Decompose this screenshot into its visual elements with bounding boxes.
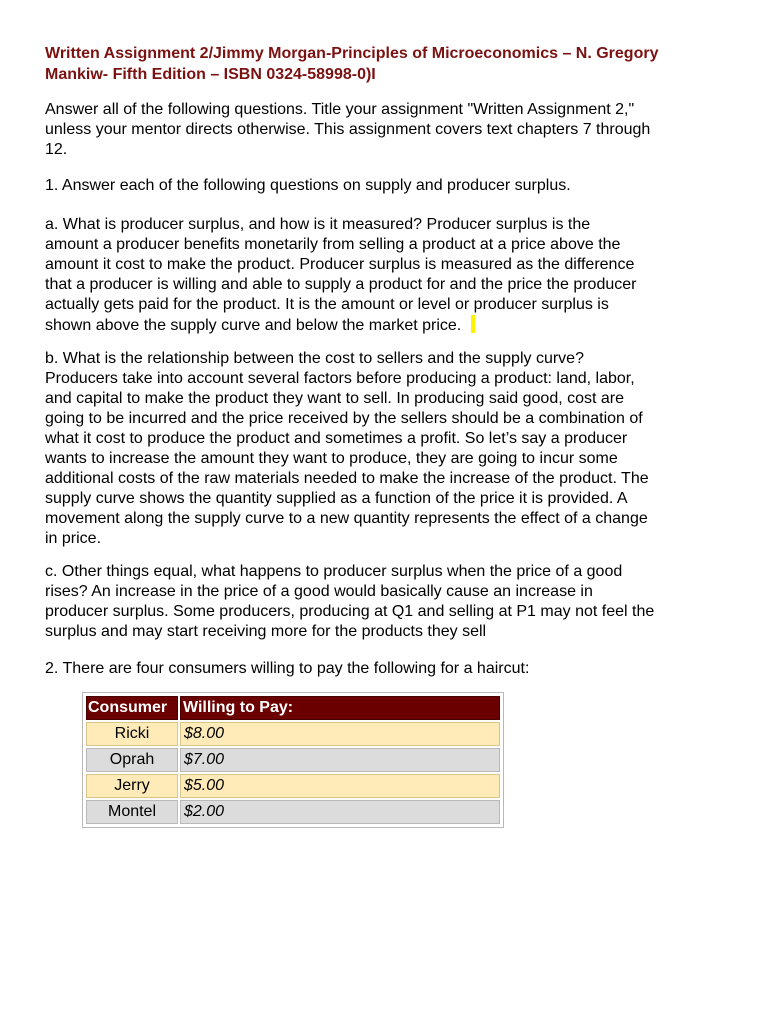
header-willing-to-pay: Willing to Pay: [180, 696, 500, 720]
table-row [86, 774, 500, 798]
answer-part-b: b. What is the relationship between the cost to sellers and the supply curve? Producers take into account several factors before producing a product: land, labor, and capital to make the product they want to sell. In producing said good, cost are going to be incurred and the price received by the sellers should be a combination of what it cost to produce the product and sometimes a profit. So let’s say a producer wants to increase the amount they want to produce, they are going to incur some additional costs of the raw materials needed to make the increase of the product. The supply curve shows the quantity supplied as a function of the price it is provided. A movement along the supply curve to a new quantity represents the effect of a change in price. [45, 350, 649, 547]
table-row [86, 722, 500, 746]
answer-part-c: c. Other things equal, what happens to producer surplus when the price of a good rises? An increase in the price of a good would basically cause an increase in producer surplus. Some producers, producing at Q1 and selling at P1 may not feel the surplus and may start receiving more for the products they sell [45, 563, 655, 640]
consumer-name: Montel [86, 800, 178, 824]
willing-to-pay-value: $8.00 [180, 722, 500, 746]
answer-part-a [45, 215, 735, 336]
consumer-name: Jerry [86, 774, 178, 798]
willingness-to-pay-table [82, 692, 504, 828]
table-row [86, 748, 500, 772]
header-consumer: Consumer [86, 696, 178, 720]
table-grid [84, 694, 502, 826]
intro-paragraph: Answer all of the following questions. Title your assignment "Written Assignment 2," unless your mentor directs otherwise. This assignment covers text chapters 7 through 12. [45, 101, 651, 158]
answer-part-a-text: a. What is producer surplus, and how is it measured? Producer surplus is the amount a producer benefits monetarily from selling a product at a price above the amount it cost to make the product. Producer surplus is measured as the difference that a producer is willing and able to supply a product for and the price the producer actually gets paid for the product. It is the amount or level or producer surplus is shown above the supply curve and below the market price. [45, 216, 637, 334]
willing-to-pay-value: $2.00 [180, 800, 500, 824]
consumer-name: Oprah [86, 748, 178, 772]
document-page [45, 43, 735, 828]
consumer-name: Ricki [86, 722, 178, 746]
question-1: 1. Answer each of the following questions on supply and producer surplus. [45, 177, 571, 194]
willing-to-pay-value: $5.00 [180, 774, 500, 798]
table-header-row [86, 696, 500, 720]
text-cursor-highlight [471, 315, 475, 333]
willing-to-pay-value: $7.00 [180, 748, 500, 772]
question-2: 2. There are four consumers willing to pay the following for a haircut: [45, 660, 530, 677]
table-row [86, 800, 500, 824]
document-title: Written Assignment 2/Jimmy Morgan-Principles of Microeconomics – N. Gregory Mankiw- Fifth Edition – ISBN 0324-58998-0)I [45, 45, 659, 83]
